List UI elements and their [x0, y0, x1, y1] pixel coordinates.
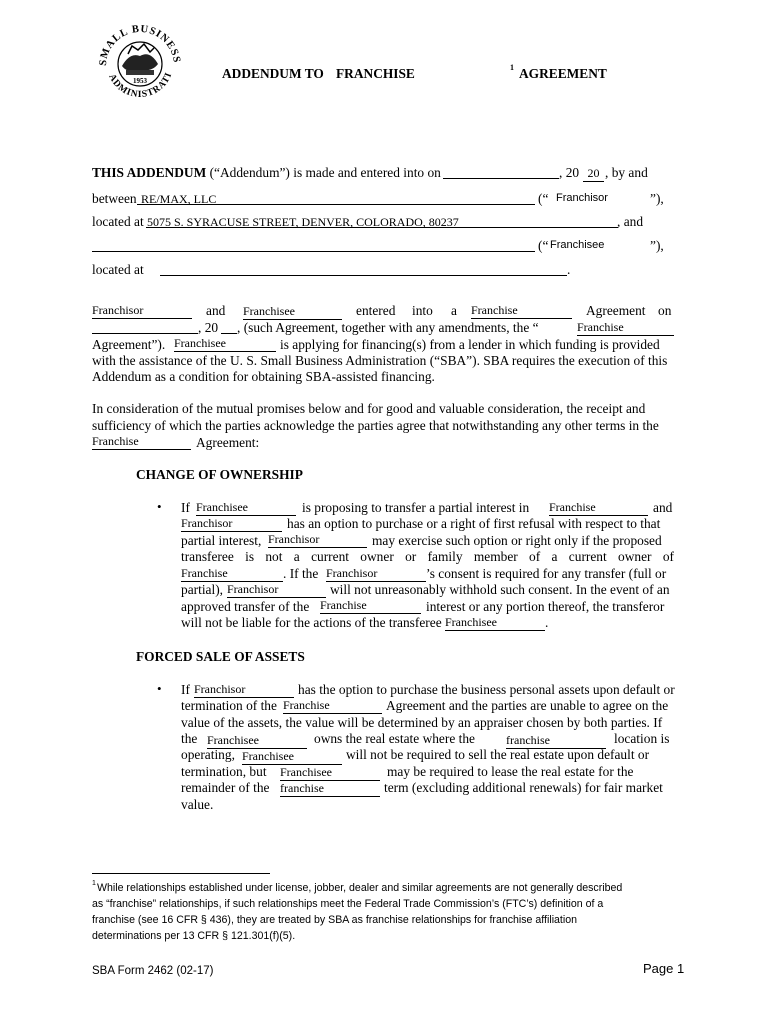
p1-franchisor-field[interactable]: Franchisor	[92, 303, 192, 319]
s1-franchisee-field[interactable]: Franchisee	[196, 500, 296, 516]
franchisee-open-quote: (“	[538, 238, 549, 253]
addendum-lead: THIS ADDENDUM	[92, 165, 207, 180]
s1-l5-franchise-field[interactable]: Franchise	[181, 566, 283, 582]
p1-franchise-agreement-field[interactable]: Franchise	[577, 320, 674, 336]
seal-arc-bottom-text: ADMINISTRATI	[106, 71, 175, 101]
seal-year: 1953	[133, 77, 147, 85]
p1-year-blank[interactable]	[221, 333, 237, 334]
s1-l8-a: will not be liable for the actions of the transferee	[181, 615, 442, 630]
s2-l6-franchisee-field[interactable]: Franchisee	[280, 765, 380, 781]
franchisor-close-quote: ”),	[650, 191, 664, 206]
intro-lead-text: (“Addendum”) is made and entered into on	[209, 165, 441, 180]
franchisee-role: Franchisee	[550, 239, 605, 251]
s2-l4-franchise-field[interactable]: franchise	[506, 733, 606, 749]
form-identifier: SBA Form 2462 (02-17)	[92, 965, 214, 977]
p1-line3-b: is applying for financing(s) from a lender in which funding is provided	[280, 337, 660, 352]
franchisor-name-field[interactable]: RE/MAX, LLC	[141, 192, 217, 206]
s1-l6-franchisor-field[interactable]: Franchisor	[227, 582, 326, 598]
s2-l3: value of the assets, the value will be determined by an appraiser chosen by both parties. If	[181, 715, 663, 730]
sba-seal-graphic	[92, 14, 188, 110]
p1-applicant-field[interactable]: Franchisee	[174, 336, 276, 352]
footnote-separator	[92, 873, 270, 874]
s2-l5-franchisee-field[interactable]: Franchisee	[242, 749, 342, 765]
p1-line4: with the assistance of the U. S. Small Business Administration (“SBA”). SBA requires the execution of this	[92, 353, 668, 368]
s1-l3-a: partial interest,	[181, 533, 262, 548]
p1-franchise-field[interactable]: Franchise	[471, 303, 572, 319]
s1-l7-a: approved transfer of the	[181, 599, 310, 614]
doc-title-left: ADDENDUM TO	[222, 66, 324, 81]
s1-l6-a: partial),	[181, 582, 224, 597]
s1-l1-end: and	[653, 500, 673, 515]
p1-into: into	[412, 303, 433, 318]
intro-line-1	[92, 165, 441, 182]
p1-line2-a: , 20	[198, 320, 219, 335]
s1-l8-franchisee-field[interactable]: Franchisee	[445, 615, 545, 631]
footnote-line-4: determinations per 13 CFR § 121.301(f)(5).	[92, 930, 296, 942]
s2-l1-if: If	[181, 682, 190, 697]
p1-date-blank[interactable]	[92, 333, 198, 334]
between-label: between	[92, 191, 137, 206]
s2-l1-franchisor-field[interactable]: Franchisor	[194, 682, 294, 698]
s2-l6-a: termination, but	[181, 764, 267, 779]
p1-on: on	[658, 303, 672, 318]
intro-period: .	[567, 262, 571, 277]
s1-l6-b: will not unreasonably withhold such consent. In the event of an	[330, 582, 670, 597]
s2-l7-a: remainder of the	[181, 780, 270, 795]
s1-l7-b: interest or any portion thereof, the transferor	[426, 599, 665, 614]
franchisee-close-quote: ”),	[650, 238, 664, 253]
p1-line5: Addendum as a condition for obtaining SBA-assisted financing.	[92, 369, 435, 384]
date-blank[interactable]	[443, 178, 559, 179]
p1-line2-b: , (such Agreement, together with any amendments, the “	[237, 320, 539, 335]
s2-l1-rest: has the option to purchase the business personal assets upon default or	[298, 682, 675, 697]
s2-l5-a: operating,	[181, 747, 235, 762]
section-heading-forced-sale: FORCED SALE OF ASSETS	[136, 649, 305, 664]
s1-l1-if: If	[181, 500, 190, 515]
s1-franchise-field[interactable]: Franchise	[549, 500, 648, 516]
p2-line1: In consideration of the mutual promises below and for good and valuable consideration, the receipt and	[92, 401, 646, 416]
doc-title-right: AGREEMENT	[519, 66, 607, 81]
s2-bullet: •	[157, 681, 162, 696]
franchisor-role: Franchisor	[556, 192, 608, 204]
s2-l8: value.	[181, 797, 214, 812]
franchisor-open-quote: (“	[538, 191, 549, 206]
p2-line3-rest: Agreement:	[196, 435, 260, 450]
s2-l2-a: termination of the	[181, 698, 277, 713]
s2-l4-franchisee-field[interactable]: Franchisee	[207, 733, 307, 749]
s1-bullet: •	[157, 499, 162, 514]
s1-l1-mid: is proposing to transfer a partial interest in	[302, 500, 530, 515]
s1-l3-b: may exercise such option or right only if the proposed	[372, 533, 662, 548]
and-label: , and	[617, 214, 644, 229]
footnote-line-2: as “franchise” relationships, if such relationships meet the Federal Trade Commission’s (FTC’s) definition of a	[92, 898, 604, 910]
s2-l4-end: location is	[614, 731, 670, 746]
p2-line2: sufficiency of which the parties acknowledge the parties agree that notwithstanding any other terms in the	[92, 418, 659, 433]
s2-l4-a: the	[181, 731, 198, 746]
p1-a: a	[451, 303, 457, 318]
s1-l5-mid: . If the	[283, 566, 319, 581]
s1-l4: transferee is not a current owner or family member of a current owner of	[181, 549, 674, 564]
p1-and: and	[206, 303, 226, 318]
s2-l5-b: will not be required to sell the real estate upon default or	[346, 747, 650, 762]
p1-line3-a: Agreement”).	[92, 337, 166, 352]
franchisee-address-line[interactable]	[160, 275, 567, 276]
s1-l2-rest: has an option to purchase or a right of first refusal with respect to that	[287, 516, 661, 531]
s2-l2-franchise-field[interactable]: Franchise	[283, 698, 382, 714]
located-label-2: located at	[92, 262, 144, 277]
s2-l7-franchise-field[interactable]: franchise	[280, 781, 380, 797]
footnote-line-1: While relationships established under license, jobber, dealer and similar agreements are not generally described	[97, 882, 623, 894]
s1-l3-franchisor-field[interactable]: Franchisor	[268, 532, 367, 548]
page-number: Page 1	[643, 961, 685, 976]
title-footnote-ref: 1	[510, 63, 514, 72]
p1-franchisee-field[interactable]: Franchisee	[243, 304, 342, 320]
located-label-1: located at	[92, 214, 144, 229]
p1-agreement: Agreement	[586, 303, 646, 318]
p1-entered: entered	[356, 303, 396, 318]
year-suffix: , by and	[605, 165, 648, 180]
s2-l2-b: Agreement and the parties are unable to agree on the	[386, 698, 669, 713]
footnote-line-3: franchise (see 16 CFR § 436), they are treated by SBA as franchise relationships for franchise affiliation	[92, 914, 578, 926]
s2-l6-b: may be required to lease the real estate for the	[387, 764, 634, 779]
p2-franchise-field[interactable]: Franchise	[92, 434, 191, 450]
s1-l2-franchisor-field[interactable]: Franchisor	[181, 516, 282, 532]
year-field[interactable]: 20	[583, 166, 604, 182]
s1-l8-end: .	[545, 615, 549, 630]
s1-l7-franchise-field[interactable]: Franchise	[320, 598, 421, 614]
doc-title-franchise: FRANCHISE	[336, 66, 415, 81]
sba-seal-logo	[92, 14, 188, 110]
s2-l4-mid: owns the real estate where the	[314, 731, 475, 746]
seal-arc-top-text: SMALL BUSINESS	[97, 23, 182, 67]
s1-l5-franchisor-field[interactable]: Franchisor	[326, 566, 426, 582]
franchisee-name-line[interactable]	[92, 251, 535, 252]
s2-l7-b: term (excluding additional renewals) for fair market	[384, 780, 663, 795]
section-heading-change-ownership: CHANGE OF OWNERSHIP	[136, 467, 303, 482]
year-prefix: , 20	[559, 165, 580, 180]
footnote-mark: 1	[92, 880, 96, 887]
s1-l5-end: ’s consent is required for any transfer (full or	[426, 566, 667, 581]
franchisor-address-field[interactable]: 5075 S. SYRACUSE STREET, DENVER, COLORADO, 80237	[147, 215, 459, 229]
